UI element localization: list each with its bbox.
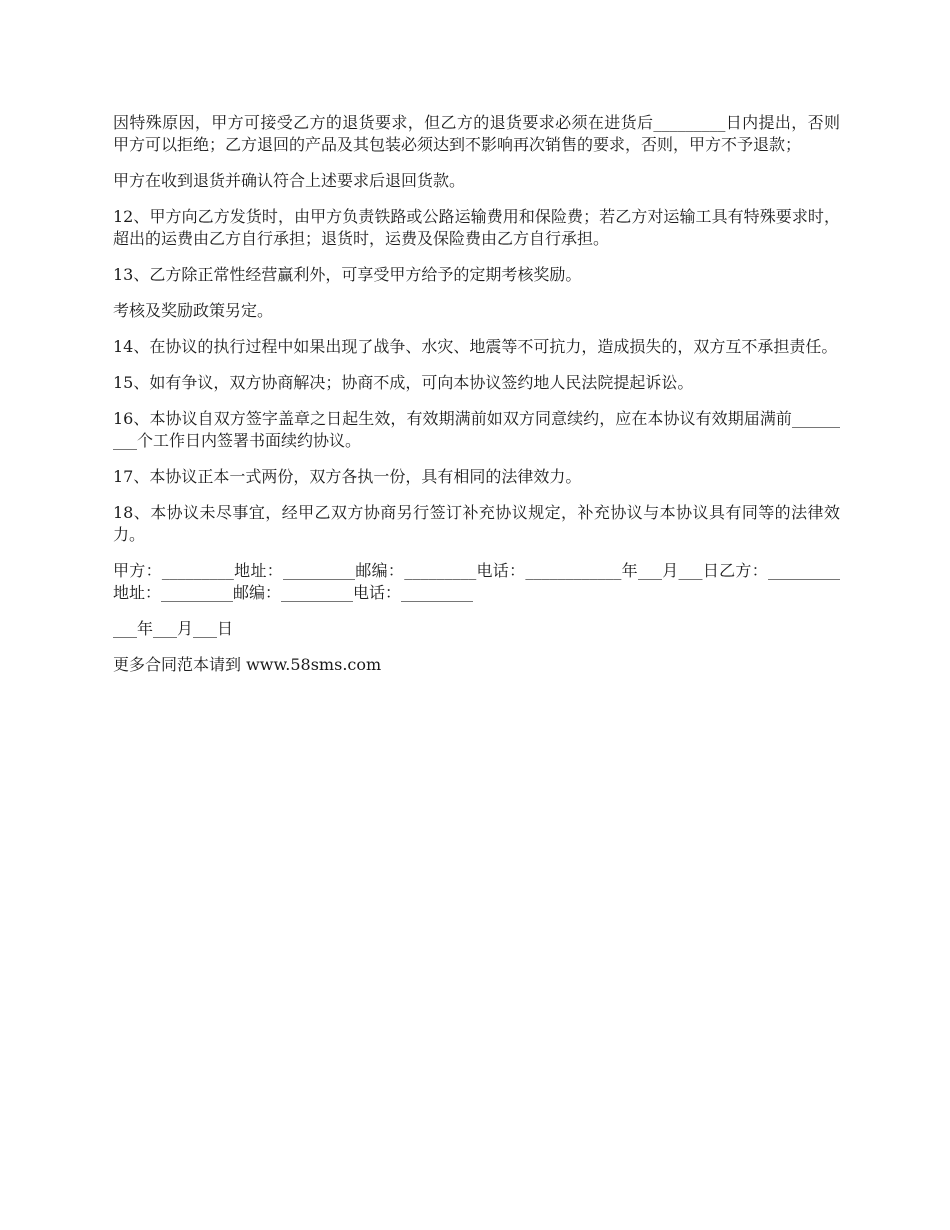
clause-14-force-majeure: 14、在协议的执行过程中如果出现了战争、水灾、地震等不可抗力，造成损失的，双方互不承担责任。 (113, 337, 838, 356)
clause-18-supplement: 18、本协议未尽事宜，经甲乙双方协商另行签订补充协议规定，补充协议与本协议具有同等的法律效力。 (113, 503, 840, 544)
clause-15-disputes: 15、如有争议，双方协商解决；协商不成，可向本协议签约地人民法院提起诉讼。 (113, 373, 694, 392)
clause-13-rewards: 13、乙方除正常性经营赢利外，可享受甲方给予的定期考核奖励。 (113, 265, 582, 284)
clause-12-shipping: 12、甲方向乙方发货时，由甲方负责铁路或公路运输费用和保险费；若乙方对运输工具有特殊要求时，超出的运费由乙方自行承担；退货时，运费及保险费由乙方自行承担。 (113, 207, 840, 248)
clause-refund: 甲方在收到退货并确认符合上述要求后退回货款。 (113, 171, 466, 190)
signature-date: ___年___月___日 (113, 619, 234, 638)
footer-note: 更多合同范本请到 www.58sms.com (113, 655, 382, 674)
clause-return-policy: 因特殊原因，甲方可接受乙方的退货要求，但乙方的退货要求必须在进货后_________日内提出，否则甲方可以拒绝；乙方退回的产品及其包装必须达到不影响再次销售的要求，否则，甲方不予退款； (113, 113, 840, 154)
clause-rewards-policy: 考核及奖励政策另定。 (113, 301, 274, 320)
clause-17-copies: 17、本协议正本一式两份，双方各执一份，具有相同的法律效力。 (113, 467, 582, 486)
clause-16-validity: 16、本协议自双方签字盖章之日起生效，有效期满前如双方同意续约，应在本协议有效期届满前_________个工作日内签署书面续约协议。 (113, 409, 840, 450)
document-page (113, 112, 840, 690)
signature-block: 甲方：_________地址：_________邮编：_________电话：____________年___月___日乙方：_________地址：_________邮编：_________电话：_________ (113, 561, 840, 602)
